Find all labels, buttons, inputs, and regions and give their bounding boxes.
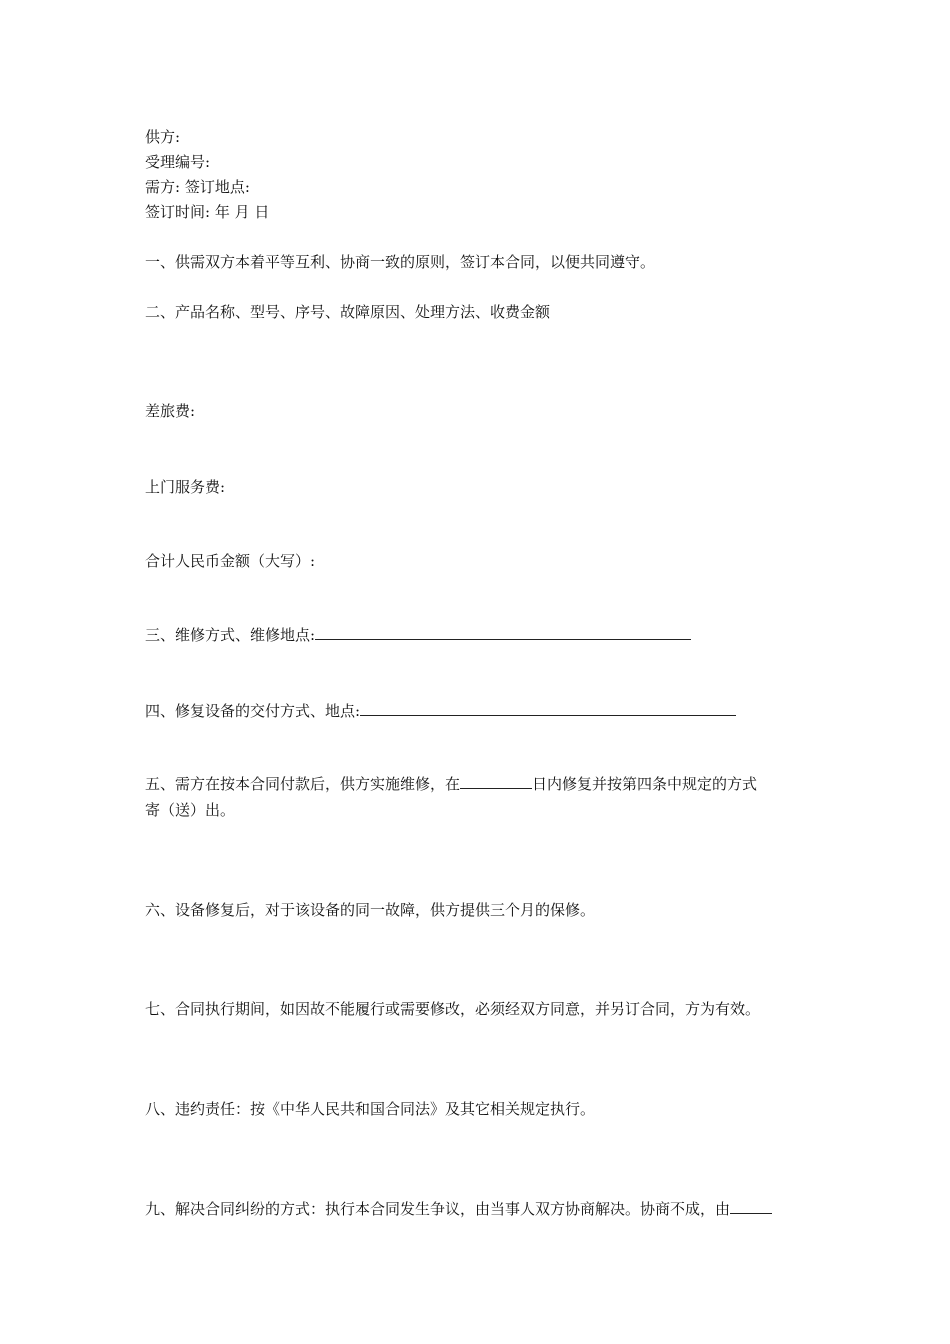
clause-5-continuation: 寄（送）出。 [145, 801, 236, 819]
signing-time-field: 签订时间: 年 月 日 [145, 203, 270, 221]
onsite-service-fee-field: 上门服务费: [145, 478, 226, 496]
delivery-place-blank [360, 699, 736, 716]
total-amount-field: 合计人民币金额（大写）: [145, 552, 316, 570]
repair-place-blank [315, 623, 691, 640]
clause-5-part2: 日内修复并按第四条中规定的方式 [532, 775, 758, 793]
travel-fee-field: 差旅费: [145, 402, 196, 420]
supplier-field: 供方: [145, 128, 181, 146]
clause-9-text: 九、解决合同纠纷的方式：执行本合同发生争议，由当事人双方协商解决。协商不成，由 [145, 1200, 731, 1218]
arbitration-body-blank [730, 1197, 772, 1214]
clause-4 [145, 698, 736, 724]
clause-8: 八、违约责任：按《中华人民共和国合同法》及其它相关规定执行。 [145, 1100, 596, 1118]
clause-9 [145, 1196, 772, 1222]
clause-3 [145, 622, 691, 648]
clause-1: 一、供需双方本着平等互利、协商一致的原则，签订本合同，以便共同遵守。 [145, 253, 656, 271]
repair-days-blank [460, 772, 532, 789]
clause-6: 六、设备修复后，对于该设备的同一故障，供方提供三个月的保修。 [145, 901, 596, 919]
clause-3-label: 三、维修方式、维修地点: [145, 626, 316, 644]
clause-5-part1: 五、需方在按本合同付款后，供方实施维修，在 [145, 775, 461, 793]
acceptance-number-field: 受理编号: [145, 153, 211, 171]
clause-4-label: 四、修复设备的交付方式、地点: [145, 702, 361, 720]
buyer-signing-place-field: 需方: 签订地点: [145, 178, 250, 196]
clause-7: 七、合同执行期间，如因故不能履行或需要修改，必须经双方同意，并另订合同，方为有效。 [145, 1000, 761, 1018]
clause-2: 二、产品名称、型号、序号、故障原因、处理方法、收费金额 [145, 303, 551, 321]
clause-5 [145, 771, 757, 797]
